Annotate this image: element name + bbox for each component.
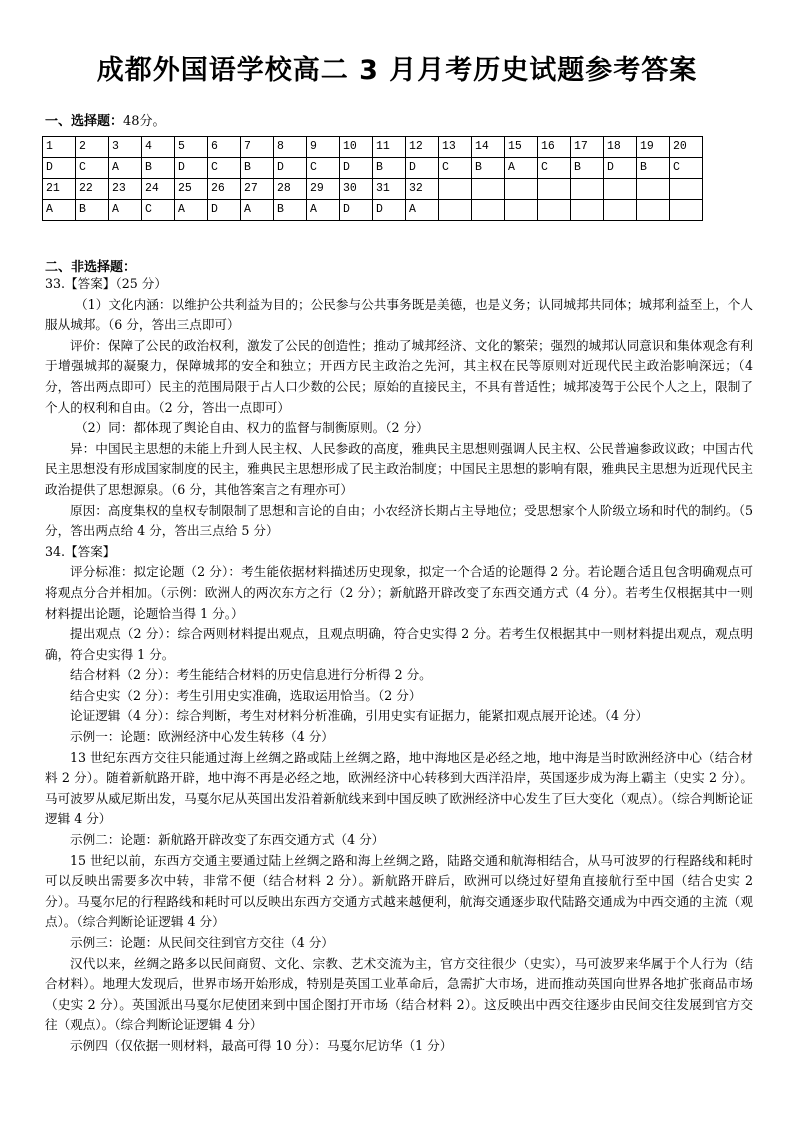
answer-table-cell: [538, 179, 571, 200]
section-choice-score: 48分。: [123, 114, 166, 129]
q34-material: 结合材料（2 分）：考生能结合材料的历史信息进行分析得 2 分。: [70, 667, 432, 683]
q33-part2-same: （2）同：都体现了舆论自由、权力的监督与制衡原则。（2 分）: [75, 420, 429, 436]
answer-table-cell: 25: [175, 179, 208, 200]
answer-table-cell: 16: [538, 137, 571, 158]
page-title: 成都外国语学校高二 3 月月考历史试题参考答案: [96, 55, 698, 86]
answer-table-cell: A: [43, 200, 76, 221]
answer-table-cell: 10: [340, 137, 373, 158]
answer-table-cell: 7: [241, 137, 274, 158]
answer-table-cell: A: [406, 200, 439, 221]
q33-part1-evaluation: 评价：保障了公民的政治权利，激发了公民的创造性；推动了城邦经济、文化的繁荣；强烈的城邦认同意识和集体观念有利于增强城邦的凝聚力，保障城邦的安全和独立；开西方民主政治之先河，其主权在民等原则对近现代民主政治影响深远；（4 分，答出两点即可）民主的范围局限于占人口少数的公民；原始的直接民主，不具有普适性；城邦凌驾于公民个人之上，限制了个人的权利和自由。（2 分，答出一点即可）: [45, 337, 753, 415]
answer-table-row: [43, 200, 703, 221]
q34-logic: 论证逻辑（4 分）：综合判断，考生对材料分析准确，引用史实有证据力，能紧扣观点展开论述。（4 分）: [70, 708, 649, 724]
q34-criteria: 评分标准：拟定论题（2 分）：考生能依据材料描述历史现象，拟定一个合适的论题得 2 分。若论题合适且包含明确观点可将观点分合并相加。（示例：欧洲人的两次东方之行（2 分）；新航路开辟改变了东西交通方式（4 分）。若考生仅根据其中一则材料提出论题，论题恰当得 1 分。）: [45, 564, 753, 621]
answer-table-cell: B: [373, 158, 406, 179]
q34-heading: 34.【答案】: [45, 543, 116, 559]
answer-table-cell: [439, 179, 472, 200]
section-choice-heading: [45, 110, 166, 129]
answer-table-cell: A: [175, 200, 208, 221]
answer-table-cell: [505, 179, 538, 200]
answer-table-cell: B: [241, 158, 274, 179]
q33-heading: 33.【答案】（25 分）: [45, 276, 167, 291]
answer-table-cell: [670, 179, 703, 200]
answer-table-cell: 1: [43, 137, 76, 158]
answer-table-cell: B: [571, 158, 604, 179]
answer-table-row: [43, 158, 703, 179]
section-choice-label: 一、选择题：: [45, 114, 124, 129]
answer-table-cell: 27: [241, 179, 274, 200]
answer-table-cell: 9: [307, 137, 340, 158]
answer-table-cell: 19: [637, 137, 670, 158]
answer-table-cell: C: [208, 158, 241, 179]
answer-table-cell: 20: [670, 137, 703, 158]
answer-table-cell: 22: [76, 179, 109, 200]
answer-table-cell: 32: [406, 179, 439, 200]
answer-table-cell: 17: [571, 137, 604, 158]
answer-table-cell: 29: [307, 179, 340, 200]
answer-table-cell: 30: [340, 179, 373, 200]
answer-table-cell: [538, 200, 571, 221]
answer-table-cell: [604, 179, 637, 200]
answer-table-cell: [439, 200, 472, 221]
answer-table-cell: A: [241, 200, 274, 221]
answer-table-cell: [505, 200, 538, 221]
answer-table-cell: C: [307, 158, 340, 179]
answer-body: [45, 274, 753, 1057]
answer-table-cell: D: [175, 158, 208, 179]
answer-table-cell: C: [670, 158, 703, 179]
answer-table-cell: D: [340, 200, 373, 221]
answer-table-cell: D: [340, 158, 373, 179]
answer-table-cell: B: [76, 200, 109, 221]
answer-table: [42, 136, 703, 221]
answer-table-cell: [604, 200, 637, 221]
answer-table-cell: [637, 179, 670, 200]
answer-table-cell: 31: [373, 179, 406, 200]
answer-table-cell: C: [142, 200, 175, 221]
answer-table-cell: A: [307, 200, 340, 221]
example1-title: 示例一：论题：欧洲经济中心发生转移（4 分）: [70, 729, 334, 745]
example3-text: 汉代以来，丝绸之路多以民间商贸、文化、宗教、艺术交流为主，官方交往很少（史实），马可波罗来华属于个人行为（结合材料）。地理大发现后，世界市场开始形成，特别是英国工业革命后，急需扩大市场，进而推动英国向世界各地扩张商品市场（史实 2 分）。英国派出马戛尔尼使团来到中国企图打开市场（结合材料 2）。这反映出中西交往逐步由民间交往发展到官方交往（观点）。（综合判断论证逻辑 4 分）: [45, 955, 753, 1033]
answer-table-cell: 24: [142, 179, 175, 200]
answer-table-cell: D: [274, 158, 307, 179]
answer-table-cell: [571, 200, 604, 221]
answer-table-cell: B: [142, 158, 175, 179]
answer-table-cell: 8: [274, 137, 307, 158]
answer-table-row: [43, 137, 703, 158]
answer-table-cell: 6: [208, 137, 241, 158]
answer-table-cell: [670, 200, 703, 221]
example3-title: 示例三：论题：从民间交往到官方交往（4 分）: [70, 935, 334, 950]
answer-table-cell: 4: [142, 137, 175, 158]
answer-table-cell: [637, 200, 670, 221]
answer-table-cell: 12: [406, 137, 439, 158]
answer-table-cell: C: [76, 158, 109, 179]
answer-table-cell: B: [637, 158, 670, 179]
answer-table-cell: 2: [76, 137, 109, 158]
answer-table-cell: C: [439, 158, 472, 179]
answer-table-cell: 23: [109, 179, 142, 200]
answer-table-cell: B: [472, 158, 505, 179]
answer-table-cell: A: [109, 158, 142, 179]
answer-table-cell: [472, 179, 505, 200]
answer-table-cell: 5: [175, 137, 208, 158]
answer-table-cell: D: [604, 158, 637, 179]
example1-text: 13 世纪东西方交往只能通过海上丝绸之路或陆上丝绸之路，地中海地区是必经之地，地中海是当时欧洲经济中心（结合材料 2 分）。随着新航路开辟，地中海不再是必经之地，欧洲经济中心转移到大西洋沿岸，英国逐步成为海上霸主（史实 2 分）。马可波罗从威尼斯出发，马戛尔尼从英国出发沿着新航线来到中国反映了欧洲经济中心发生了巨大变化（观点）。（综合判断论证逻辑 4 分）: [45, 749, 753, 827]
answer-table-cell: 21: [43, 179, 76, 200]
answer-table-cell: 11: [373, 137, 406, 158]
answer-table-cell: 15: [505, 137, 538, 158]
answer-table-cell: D: [208, 200, 241, 221]
answer-table-cell: [472, 200, 505, 221]
answer-table-cell: 18: [604, 137, 637, 158]
answer-table-cell: [571, 179, 604, 200]
answer-table-cell: D: [373, 200, 406, 221]
section-nonchoice-heading: 二、非选择题：: [45, 260, 137, 275]
answer-table-cell: A: [109, 200, 142, 221]
q33-part1-culture: （1）文化内涵：以维护公共利益为目的；公民参与公共事务既是美德，也是义务；认同城邦共同体；城邦利益至上，个人服从城邦。（6 分，答出三点即可）: [45, 296, 753, 333]
answer-table-cell: 28: [274, 179, 307, 200]
answer-table-cell: B: [274, 200, 307, 221]
example2-text: 15 世纪以前，东西方交通主要通过陆上丝绸之路和海上丝绸之路，陆路交通和航海相结合，从马可波罗的行程路线和耗时可以反映出需要多次中转，非常不便（结合材料 2 分）。新航路开辟后，欧洲可以绕过好望角直接航行至中国（结合史实 2 分）。马戛尔尼的行程路线和耗时可以反映出东西方交通方式越来越便利，航海交通逐步取代陆路交通成为中西交通的主流（观点）。（综合判断论证逻辑 4 分）: [45, 852, 753, 930]
answer-table-cell: A: [505, 158, 538, 179]
q34-viewpoint: 提出观点（2 分）：综合两则材料提出观点，且观点明确，符合史实得 2 分。若考生仅根据其中一则材料提出观点，观点明确，符合史实得 1 分。: [45, 626, 753, 662]
answer-table-row: [43, 179, 703, 200]
answer-table-cell: 14: [472, 137, 505, 158]
example4-title: 示例四（仅依据一则材料，最高可得 10 分）：马戛尔尼访华（1 分）: [70, 1037, 453, 1053]
answer-table-cell: C: [538, 158, 571, 179]
answer-table-cell: 3: [109, 137, 142, 158]
answer-table-cell: 13: [439, 137, 472, 158]
q33-part2-difference: 异：中国民主思想的未能上升到人民主权、人民参政的高度，雅典民主思想则强调人民主权、公民普遍参政议政；中国古代民主思想没有形成国家制度的民主，雅典民主思想形成了民主政治制度；中国民主思想的影响有限，雅典民主思想为近现代民主政治提供了思想源泉。（6 分，其他答案言之有理亦可）: [45, 440, 753, 497]
example2-title: 示例二：论题：新航路开辟改变了东西交通方式（4 分）: [70, 832, 385, 848]
answer-table-cell: D: [43, 158, 76, 179]
q33-part2-reason: 原因：高度集权的皇权专制限制了思想和言论的自由；小农经济长期占主导地位；受思想家个人阶级立场和时代的制约。（5 分，答出两点给 4 分，答出三点给 5 分）: [45, 502, 753, 539]
q34-facts: 结合史实（2 分）：考生引用史实准确，选取运用恰当。（2 分）: [70, 687, 422, 703]
answer-table-cell: 26: [208, 179, 241, 200]
answer-table-cell: D: [406, 158, 439, 179]
